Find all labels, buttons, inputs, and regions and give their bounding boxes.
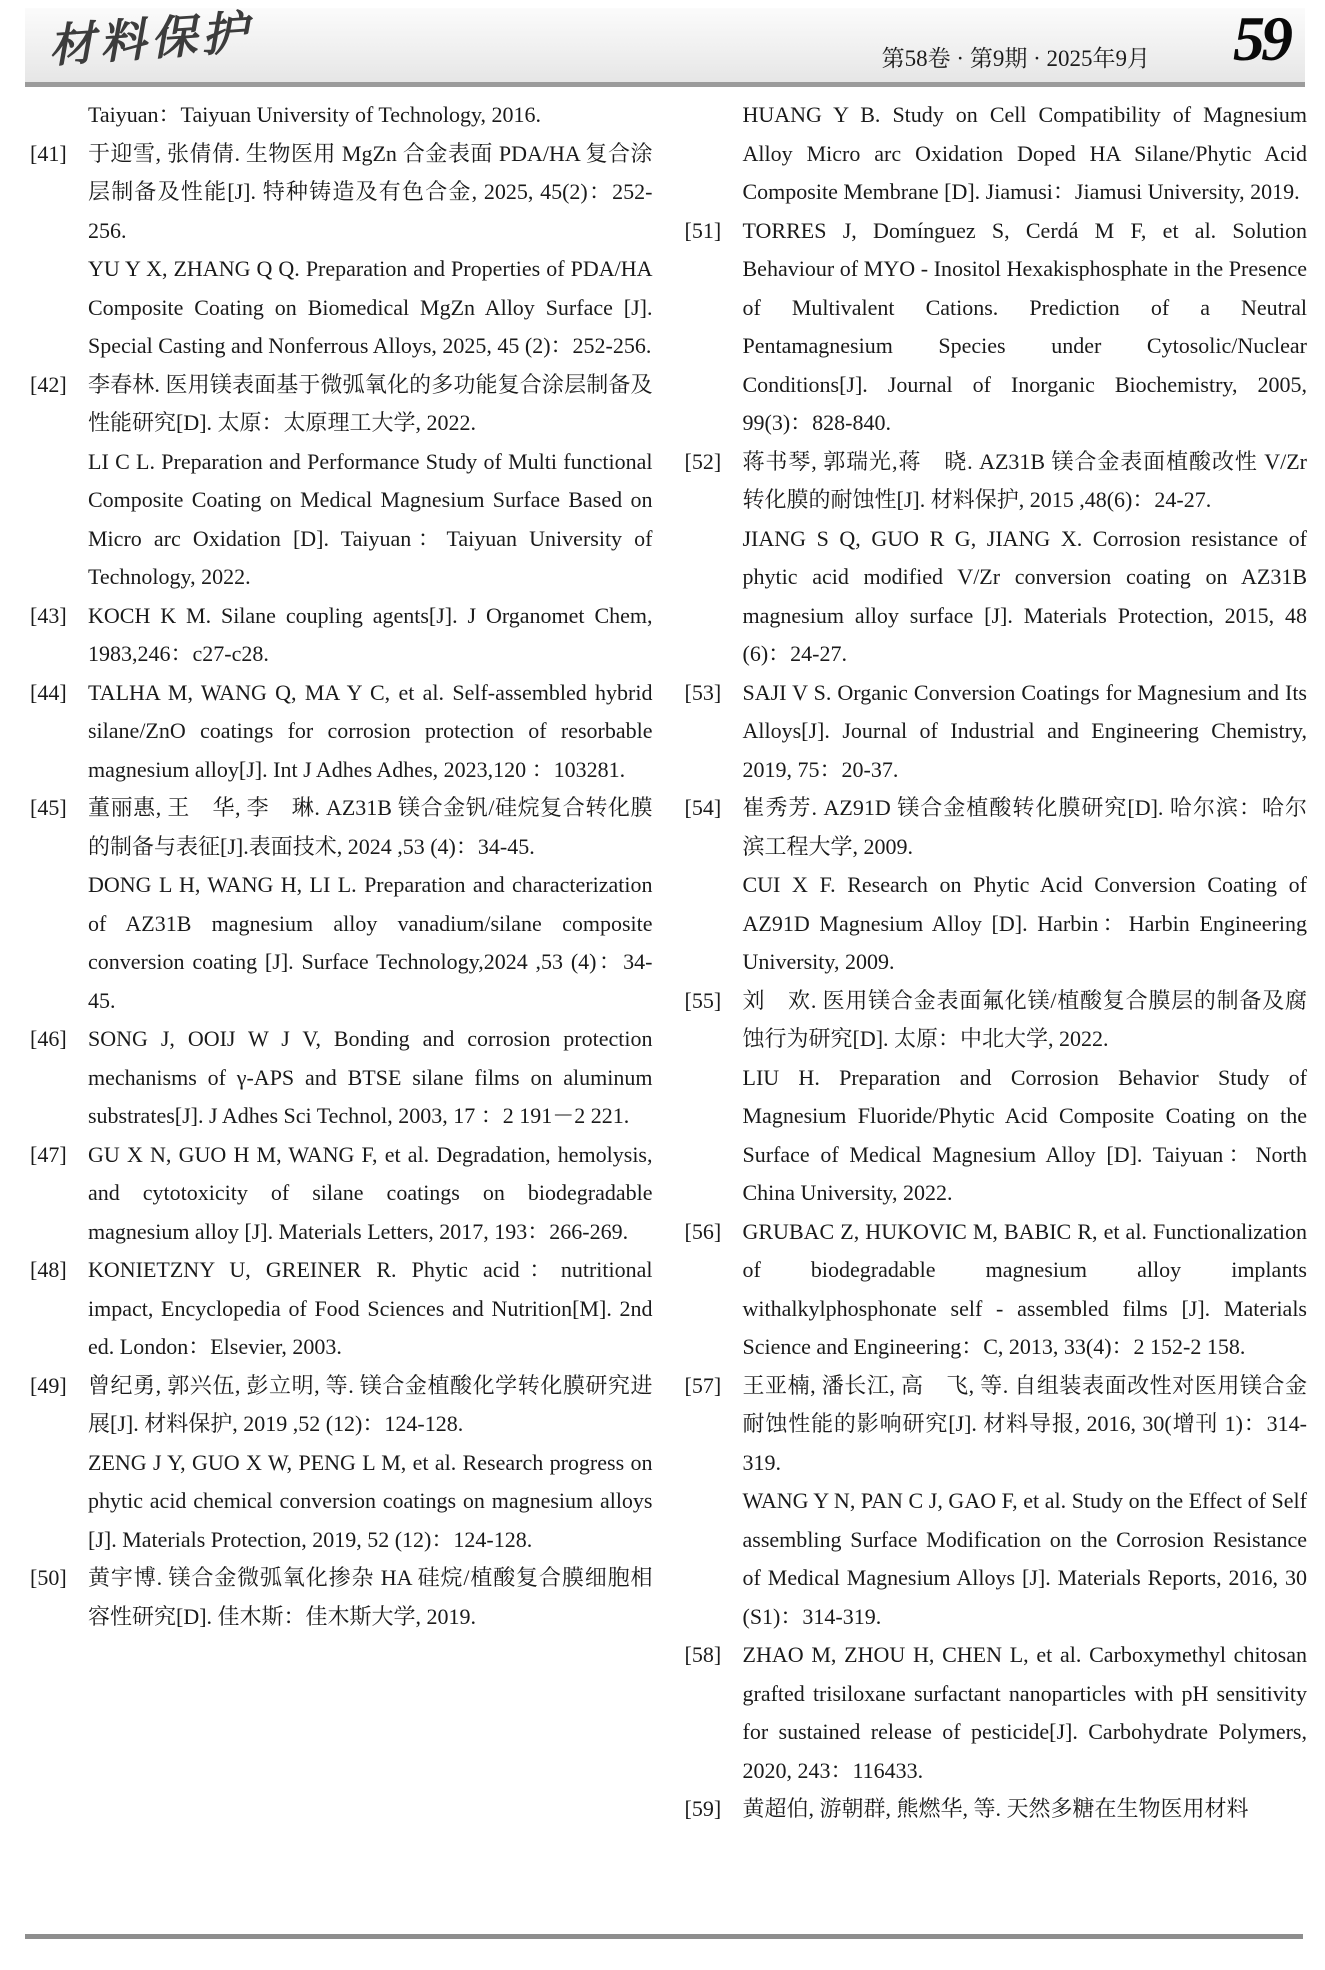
ref-paragraph: TALHA M, WANG Q, MA Y C, et al. Self-assembled hybrid silane/ZnO coatings for corrosion protection of resorbable magnesium alloy[J]. Int J Adhes Adhes, 2023,120 ：103281.	[88, 679, 653, 782]
ref-number: [56]	[684, 1218, 722, 1244]
ref-entry	[685, 96, 1308, 212]
ref-entry	[685, 1367, 1308, 1637]
ref-number: [54]	[684, 795, 722, 820]
ref-text	[743, 1636, 1308, 1790]
ref-number: [53]	[684, 679, 722, 705]
ref-number: [48]	[30, 1257, 67, 1282]
ref-number: [59]	[684, 1796, 722, 1821]
ref-entry	[30, 1136, 653, 1252]
ref-number: [46]	[30, 1026, 67, 1051]
ref-paragraph: TORRES J, Domínguez S, Cerdá M F, et al. Solution Behaviour of MYO - Inositol Hexakisphosphate in the Presence of Multivalent Cations. Prediction of a Neutral Pentamagnesium Species under Cytosolic/Nuclear Conditions[J]. Journal of Inorganic Biochemistry, 2005, 99(3)：828-840.	[742, 217, 1307, 435]
ref-entry	[30, 135, 653, 366]
ref-column-left	[30, 96, 653, 1829]
ref-number: [50]	[30, 1565, 67, 1590]
ref-paragraph: Taiyuan：Taiyuan University of Technology, 2016.	[88, 102, 542, 127]
ref-text	[88, 1251, 653, 1367]
ref-text	[88, 135, 653, 366]
ref-text	[88, 1020, 653, 1136]
ref-entry	[30, 366, 653, 597]
references-section	[30, 96, 1307, 1829]
ref-column-right	[685, 96, 1308, 1829]
ref-paragraph: JIANG S Q, GUO R G, JIANG X. Corrosion resistance of phytic acid modified V/Zr conversion coating on AZ31B magnesium alloy surface [J]. Materials Protection, 2015, 48 (6)：24-27.	[742, 525, 1307, 666]
ref-number: [58]	[684, 1642, 722, 1667]
ref-number: [44]	[30, 679, 67, 705]
ref-text	[743, 443, 1308, 674]
ref-paragraph: DONG L H, WANG H, LI L. Preparation and characterization of AZ31B magnesium alloy vanadium/silane composite conversion coating [J]. Surface Technology,2024 ,53 (4)：34-45.	[88, 872, 653, 1013]
ref-paragraph: YU Y X, ZHANG Q Q. Preparation and Properties of PDA/HA Composite Coating on Biomedical MgZn Alloy Surface [J]. Special Casting and Nonferrous Alloys, 2025, 45 (2)：252-256.	[88, 256, 653, 358]
journal-logo: 材料保护	[47, 4, 255, 74]
ref-entry	[685, 443, 1308, 674]
ref-text	[88, 96, 653, 135]
ref-paragraph: 李春林. 医用镁表面基于微弧氧化的多功能复合涂层制备及性能研究[D]. 太原：太原理工大学, 2022.	[88, 371, 653, 435]
ref-entry	[685, 674, 1308, 790]
ref-paragraph: 崔秀芳. AZ91D 镁合金植酸转化膜研究[D]. 哈尔滨：哈尔滨工程大学, 2009.	[742, 795, 1307, 859]
ref-paragraph: WANG Y N, PAN C J, GAO F, et al. Study on the Effect of Self assembling Surface Modification on the Corrosion Resistance of Medical Magnesium Alloys [J]. Materials Reports, 2016, 30 (S1)：314-319.	[742, 1488, 1307, 1629]
ref-number: [49]	[30, 1372, 67, 1398]
ref-entry	[30, 597, 653, 674]
ref-paragraph: 黄宇博. 镁合金微弧氧化掺杂 HA 硅烷/植酸复合膜细胞相容性研究[D]. 佳木斯：佳木斯大学, 2019.	[88, 1565, 653, 1629]
ref-paragraph: ZENG J Y, GUO X W, PENG L M, et al. Research progress on phytic acid chemical conversion coatings on magnesium alloys [J]. Materials Protection, 2019, 52 (12)：124-128.	[88, 1449, 653, 1552]
ref-number: [52]	[684, 448, 722, 474]
ref-text	[743, 1790, 1308, 1829]
ref-number: [45]	[30, 795, 67, 820]
ref-entry	[685, 982, 1308, 1213]
ref-text	[743, 674, 1308, 790]
ref-entry	[30, 1251, 653, 1367]
ref-text	[88, 1136, 653, 1252]
ref-entry	[30, 789, 653, 1020]
ref-paragraph: KOCH K M. Silane coupling agents[J]. J Organomet Chem, 1983,246：c27-c28.	[88, 602, 653, 666]
ref-paragraph: 于迎雪, 张倩倩. 生物医用 MgZn 合金表面 PDA/HA 复合涂层制备及性能[J]. 特种铸造及有色合金, 2025, 45(2)：252-256.	[88, 140, 653, 243]
ref-text	[743, 1213, 1308, 1367]
ref-entry	[30, 96, 653, 135]
footer-divider	[25, 1934, 1303, 1939]
ref-number: [47]	[30, 1141, 67, 1167]
ref-number: [55]	[684, 987, 722, 1013]
ref-paragraph: CUI X F. Research on Phytic Acid Conversion Coating of AZ91D Magnesium Alloy [D]. Harbin：Harbin Engineering University, 2009.	[742, 872, 1307, 974]
ref-entry	[685, 212, 1308, 443]
ref-paragraph: SAJI V S. Organic Conversion Coatings for Magnesium and Its Alloys[J]. Journal of Industrial and Engineering Chemistry, 2019, 75：20-37.	[742, 679, 1307, 782]
ref-entry	[685, 789, 1308, 982]
ref-paragraph: 董丽惠, 王 华, 李 琳. AZ31B 镁合金钒/硅烷复合转化膜的制备与表征[J].表面技术, 2024 ,53 (4)：34-45.	[88, 795, 653, 859]
ref-text	[88, 1559, 653, 1636]
ref-text	[743, 982, 1308, 1213]
ref-number: [43]	[30, 602, 67, 628]
ref-text	[88, 366, 653, 597]
ref-paragraph: SONG J, OOIJ W J V, Bonding and corrosion protection mechanisms of γ-APS and BTSE silane films on aluminum substrates[J]. J Adhes Sci Technol, 2003, 17 ：2 191－2 221.	[88, 1026, 653, 1128]
ref-text	[743, 96, 1308, 212]
ref-text	[88, 789, 653, 1020]
ref-text	[743, 789, 1308, 982]
ref-entry	[685, 1213, 1308, 1367]
ref-entry	[30, 1367, 653, 1560]
issue-info: 第58卷 · 第9期 · 2025年9月	[881, 46, 1150, 71]
ref-paragraph: 曾纪勇, 郭兴伍, 彭立明, 等. 镁合金植酸化学转化膜研究进展[J]. 材料保护, 2019 ,52 (12)：124-128.	[88, 1372, 653, 1436]
page-number: 59	[1233, 3, 1289, 74]
ref-entry	[685, 1790, 1308, 1829]
ref-paragraph: KONIETZNY U, GREINER R. Phytic acid：nutritional impact, Encyclopedia of Food Sciences and Nutrition[M]. 2nd ed. London：Elsevier, 2003.	[88, 1257, 653, 1359]
ref-text	[88, 597, 653, 674]
ref-paragraph: GU X N, GUO H M, WANG F, et al. Degradation, hemolysis, and cytotoxicity of silane coatings on biodegradable magnesium alloy [J]. Materials Letters, 2017, 193：266-269.	[88, 1141, 653, 1244]
page-header	[25, 3, 1305, 87]
ref-paragraph: 王亚楠, 潘长江, 高 飞, 等. 自组装表面改性对医用镁合金耐蚀性能的影响研究[J]. 材料导报, 2016, 30(增刊 1)：314-319.	[742, 1372, 1307, 1475]
ref-paragraph: LIU H. Preparation and Corrosion Behavior Study of Magnesium Fluoride/Phytic Acid Composite Coating on the Surface of Medical Magnesium Alloy [D]. Taiyuan：North China University, 2022.	[742, 1064, 1307, 1205]
ref-paragraph: ZHAO M, ZHOU H, CHEN L, et al. Carboxymethyl chitosan grafted trisiloxane surfactant nanoparticles with pH sensitivity for sustained release of pesticide[J]. Carbohydrate Polymers, 2020, 243：116433.	[742, 1642, 1307, 1783]
ref-paragraph: 刘 欢. 医用镁合金表面氟化镁/植酸复合膜层的制备及腐蚀行为研究[D]. 太原：中北大学, 2022.	[742, 987, 1307, 1051]
ref-text	[88, 674, 653, 790]
ref-number: [41]	[30, 140, 67, 166]
ref-entry	[685, 1636, 1308, 1790]
ref-number: [51]	[684, 217, 722, 243]
ref-entry	[30, 1020, 653, 1136]
ref-text	[743, 1367, 1308, 1637]
ref-paragraph: HUANG Y B. Study on Cell Compatibility of Magnesium Alloy Micro arc Oxidation Doped HA Silane/Phytic Acid Composite Membrane [D]. Jiamusi：Jiamusi University, 2019.	[742, 102, 1307, 204]
ref-paragraph: GRUBAC Z, HUKOVIC M, BABIC R, et al. Functionalization of biodegradable magnesium alloy implants withalkylphosphonate self - assembled films [J]. Materials Science and Engineering：C, 2013, 33(4)：2 152-2 158.	[742, 1218, 1307, 1359]
ref-entry	[30, 1559, 653, 1636]
ref-paragraph: 黄超伯, 游朝群, 熊燃华, 等. 天然多糖在生物医用材料	[742, 1796, 1249, 1821]
ref-paragraph: 蒋书琴, 郭瑞光,蒋 晓. AZ31B 镁合金表面植酸改性 V/Zr 转化膜的耐蚀性[J]. 材料保护, 2015 ,48(6)：24-27.	[742, 448, 1307, 512]
ref-text	[88, 1367, 653, 1560]
ref-number: [42]	[30, 371, 67, 397]
ref-text	[743, 212, 1308, 443]
ref-entry	[30, 674, 653, 790]
ref-number: [57]	[684, 1372, 722, 1398]
ref-paragraph: LI C L. Preparation and Performance Study of Multi functional Composite Coating on Medical Magnesium Surface Based on Micro arc Oxidation [D]. Taiyuan：Taiyuan University of Technology, 2022.	[88, 448, 653, 589]
